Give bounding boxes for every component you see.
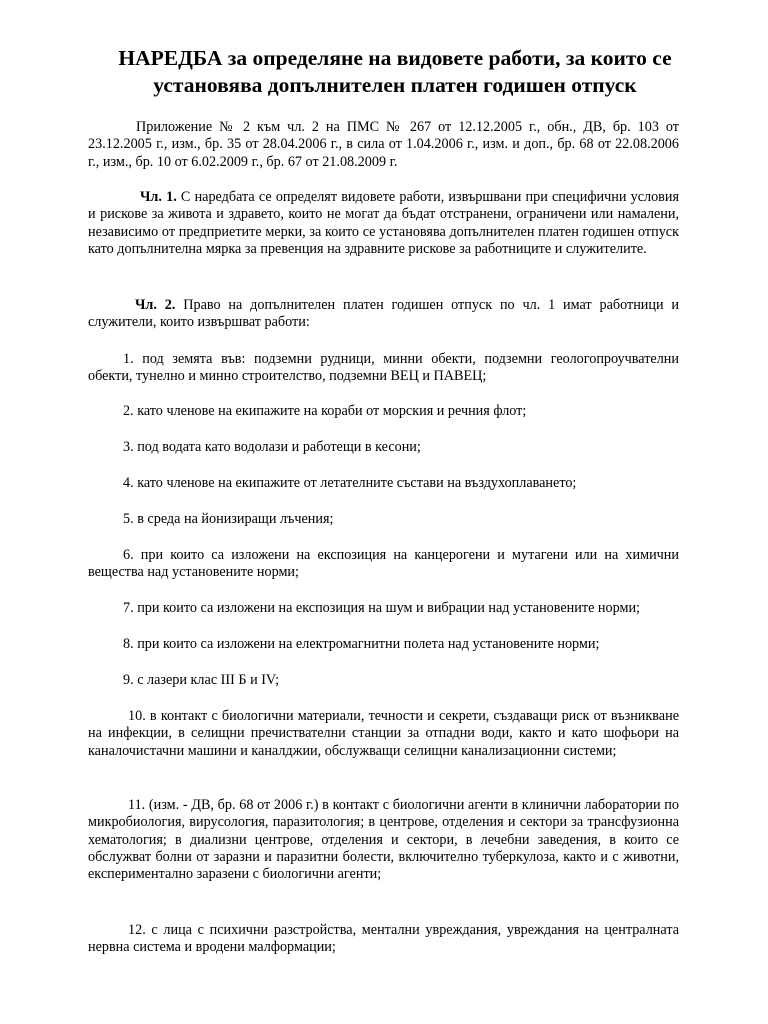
amendment-note: Приложение № 2 към чл. 2 на ПМС № 267 от 12.12.2005 г., обн., ДВ, бр. 103 от 23.12.2005 г., изм., бр. 35 от 28.04.2006 г., в сила от 1.04.2006 г., изм. и доп., бр. 68 от 22.08.2006 г., изм., бр. 10 от 6.02.2009 г., бр. 67 от 21.08.2009 г.: [88, 119, 679, 170]
list-item: 5. в среда на йонизиращи лъчения;: [123, 511, 334, 527]
list-item: 3. под водата като водолази и работещи в кесони;: [123, 439, 421, 455]
list-item: 4. като членове на екипажите от летателните състави на въздухоплаването;: [123, 475, 577, 491]
article-2-label: Чл. 2.: [135, 297, 176, 313]
list-item: 11. (изм. - ДВ, бр. 68 от 2006 г.) в контакт с биологични агенти в клинични лаборатории по микробиология, вирусология, паразитология; в центрове, отделения и сектори за трансфузионна хематология; в диализни центрове, отделения и сектори, в лечебни заведения, в които се обслужват болни от заразни и паразитни болести, включително туберкулоза, както и с животни, експериментално заразени с биологични агенти;: [88, 797, 679, 883]
list-item: 10. в контакт с биологични материали, течности и секрети, създаващи риск от възникване на инфекции, в селищни пречиствателни станции за отпадни води, както и като шофьори на каналочистачни машини и каналджии, обслужващи селищни канализационни системи;: [88, 708, 679, 759]
list-item: 8. при които са изложени на електромагнитни полета над установените норми;: [123, 636, 600, 652]
list-item: 6. при които са изложени на експозиция на канцерогени и мутагени или на химични вещества над установените норми;: [88, 547, 679, 581]
list-item: 2. като членове на екипажите на кораби от морския и речния флот;: [123, 403, 527, 419]
list-item: 1. под земята във: подземни рудници, минни обекти, подземни геологопроучвателни обекти, тунелно и минно строителство, подземни ВЕЦ и ПАВЕЦ;: [88, 351, 679, 385]
list-item: 12. с лица с психични разстройства, ментални увреждания, увреждания на централната нервна система и вродени малформации;: [88, 922, 679, 956]
article-2-text: Право на допълнителен платен годишен отпуск по чл. 1 имат работници и служители, които извършват работи:: [88, 297, 679, 331]
article-1-label: Чл. 1.: [140, 189, 177, 205]
list-item: 9. с лазери клас III Б и IV;: [123, 672, 280, 688]
document-title: НАРЕДБА за определяне на видовете работи, за които се установява допълнителен платен годишен отпуск: [118, 46, 672, 97]
article-1-text: С наредбата се определят видовете работи, извършвани при специфични условия и рискове за живота и здравето, които не могат да бъдат отстранени, ограничени или намалени, независимо от предприетите мерки, за които се установява допълнителен платен годишен отпуск като допълнителна мярка за превенция на здравните рискове за работниците и служителите.: [88, 189, 679, 257]
list-item: 7. при които са изложени на експозиция на шум и вибрации над установените норми;: [123, 600, 640, 616]
article-2: [88, 297, 679, 332]
article-1: [88, 189, 679, 258]
